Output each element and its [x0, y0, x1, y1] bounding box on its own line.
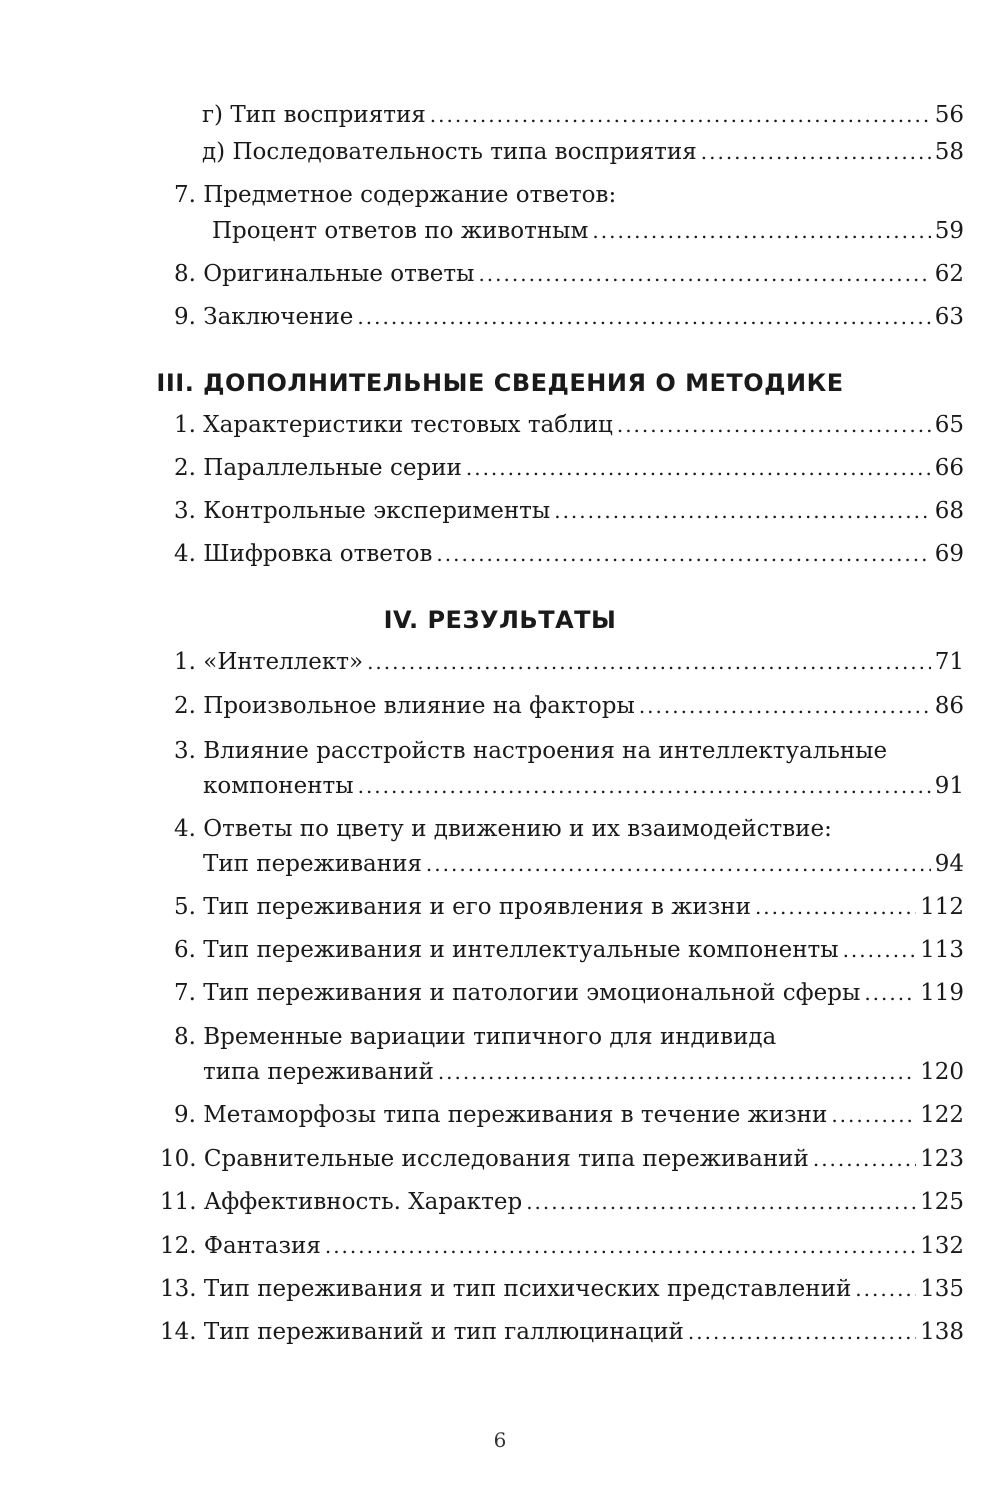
entry-page: 119	[920, 980, 964, 1006]
entry-page: 138	[920, 1319, 964, 1345]
leader-dots	[438, 1062, 916, 1082]
entry-label: 7. Тип переживания и патологии эмоциональной сферы	[174, 980, 861, 1006]
toc-entry	[212, 220, 964, 243]
leader-dots	[367, 652, 931, 672]
leader-dots	[325, 1236, 916, 1256]
toc-entry	[160, 1278, 964, 1301]
leader-dots	[831, 1105, 916, 1125]
leader-dots	[843, 940, 917, 960]
entry-label: 9. Заключение	[174, 304, 354, 330]
entry-page: 59	[934, 218, 964, 244]
entry-title-line: 3. Влияние расстройств настроения на интеллектуальные	[174, 738, 888, 764]
entry-page: 120	[920, 1059, 964, 1085]
leader-dots	[855, 1279, 916, 1299]
entry-page: 86	[934, 693, 964, 719]
entry-page: 71	[934, 649, 964, 675]
entry-page: 91	[934, 773, 964, 799]
leader-dots	[478, 264, 930, 284]
entry-page: 132	[920, 1233, 964, 1259]
toc-entry	[174, 263, 964, 286]
entry-label: 4. Шифровка ответов	[174, 541, 433, 567]
leader-dots	[426, 854, 931, 874]
entry-page: 113	[920, 937, 964, 963]
leader-dots	[813, 1149, 916, 1169]
leader-dots	[617, 415, 931, 435]
entry-label: 8. Оригинальные ответы	[174, 261, 475, 287]
entry-page: 135	[920, 1276, 964, 1302]
entry-label: д) Последовательность типа восприятия	[202, 139, 697, 165]
entry-page: 123	[920, 1146, 964, 1172]
toc-entry	[174, 306, 964, 329]
leader-dots	[755, 897, 916, 917]
leader-dots	[466, 458, 931, 478]
toc-entry	[174, 939, 964, 962]
leader-dots	[701, 142, 931, 162]
toc-entry	[203, 775, 964, 798]
leader-dots	[554, 501, 931, 521]
leader-dots	[526, 1192, 916, 1212]
entry-page: 122	[920, 1102, 964, 1128]
page-number: 6	[493, 1428, 507, 1452]
toc-entry	[202, 141, 964, 164]
entry-title-line: 7. Предметное содержание ответов:	[174, 182, 617, 208]
entry-label: 6. Тип переживания и интеллектуальные компоненты	[174, 937, 839, 963]
leader-dots	[592, 221, 930, 241]
section-heading: III. ДОПОЛНИТЕЛЬНЫЕ СВЕДЕНИЯ О МЕТОДИКЕ	[156, 369, 844, 397]
entry-title-line: 8. Временные вариации типичного для индивида	[174, 1024, 777, 1050]
entry-page: 56	[934, 102, 964, 128]
entry-page: 58	[934, 139, 964, 165]
toc-entry	[174, 651, 964, 674]
entry-label: 10. Сравнительные исследования типа переживаний	[160, 1146, 809, 1172]
toc-entry	[174, 500, 964, 523]
leader-dots	[358, 776, 931, 796]
entry-title-line: 4. Ответы по цвету и движению и их взаимодействие:	[174, 816, 832, 842]
entry-label: 5. Тип переживания и его проявления в жизни	[174, 894, 751, 920]
section-heading: IV. РЕЗУЛЬТАТЫ	[383, 606, 617, 634]
toc-entry	[160, 1235, 964, 1258]
entry-page: 69	[934, 541, 964, 567]
toc-entry	[174, 1104, 964, 1127]
toc-entry	[174, 896, 964, 919]
entry-label: 3. Контрольные эксперименты	[174, 498, 551, 524]
toc-entry	[174, 982, 964, 1005]
entry-page: 112	[920, 894, 964, 920]
entry-label: 11. Аффективность. Характер	[160, 1189, 523, 1215]
entry-page: 65	[934, 412, 964, 438]
entry-label: 14. Тип переживаний и тип галлюцинаций	[160, 1319, 684, 1345]
entry-page: 94	[934, 851, 964, 877]
leader-dots	[430, 105, 931, 125]
entry-label: компоненты	[203, 773, 354, 799]
entry-label: 12. Фантазия	[160, 1233, 321, 1259]
entry-page: 125	[920, 1189, 964, 1215]
toc-entry	[174, 457, 964, 480]
toc-entry	[202, 104, 964, 127]
toc-entry	[160, 1148, 964, 1171]
entry-label: 1. «Интеллект»	[174, 649, 364, 675]
toc-entry	[160, 1191, 964, 1214]
entry-label: 9. Метаморфозы типа переживания в течение жизни	[174, 1102, 828, 1128]
entry-label: Процент ответов по животным	[212, 218, 589, 244]
entry-label: 13. Тип переживания и тип психических представлений	[160, 1276, 852, 1302]
leader-dots	[639, 696, 931, 716]
toc-entry	[174, 543, 964, 566]
leader-dots	[436, 544, 930, 564]
leader-dots	[357, 307, 930, 327]
leader-dots	[864, 983, 916, 1003]
entry-label: 1. Характеристики тестовых таблиц	[174, 412, 613, 438]
entry-label: г) Тип восприятия	[202, 102, 426, 128]
toc-entry	[203, 853, 964, 876]
entry-label: 2. Произвольное влияние на факторы	[174, 693, 635, 719]
entry-page: 62	[934, 261, 964, 287]
toc-entry	[160, 1321, 964, 1344]
entry-page: 63	[934, 304, 964, 330]
entry-page: 66	[934, 455, 964, 481]
entry-label: 2. Параллельные серии	[174, 455, 462, 481]
entry-label: типа переживаний	[203, 1059, 434, 1085]
toc-entry	[174, 414, 964, 437]
entry-page: 68	[934, 498, 964, 524]
entry-label: Тип переживания	[203, 851, 422, 877]
toc-entry	[203, 1061, 964, 1084]
toc-entry	[174, 695, 964, 718]
leader-dots	[688, 1322, 916, 1342]
